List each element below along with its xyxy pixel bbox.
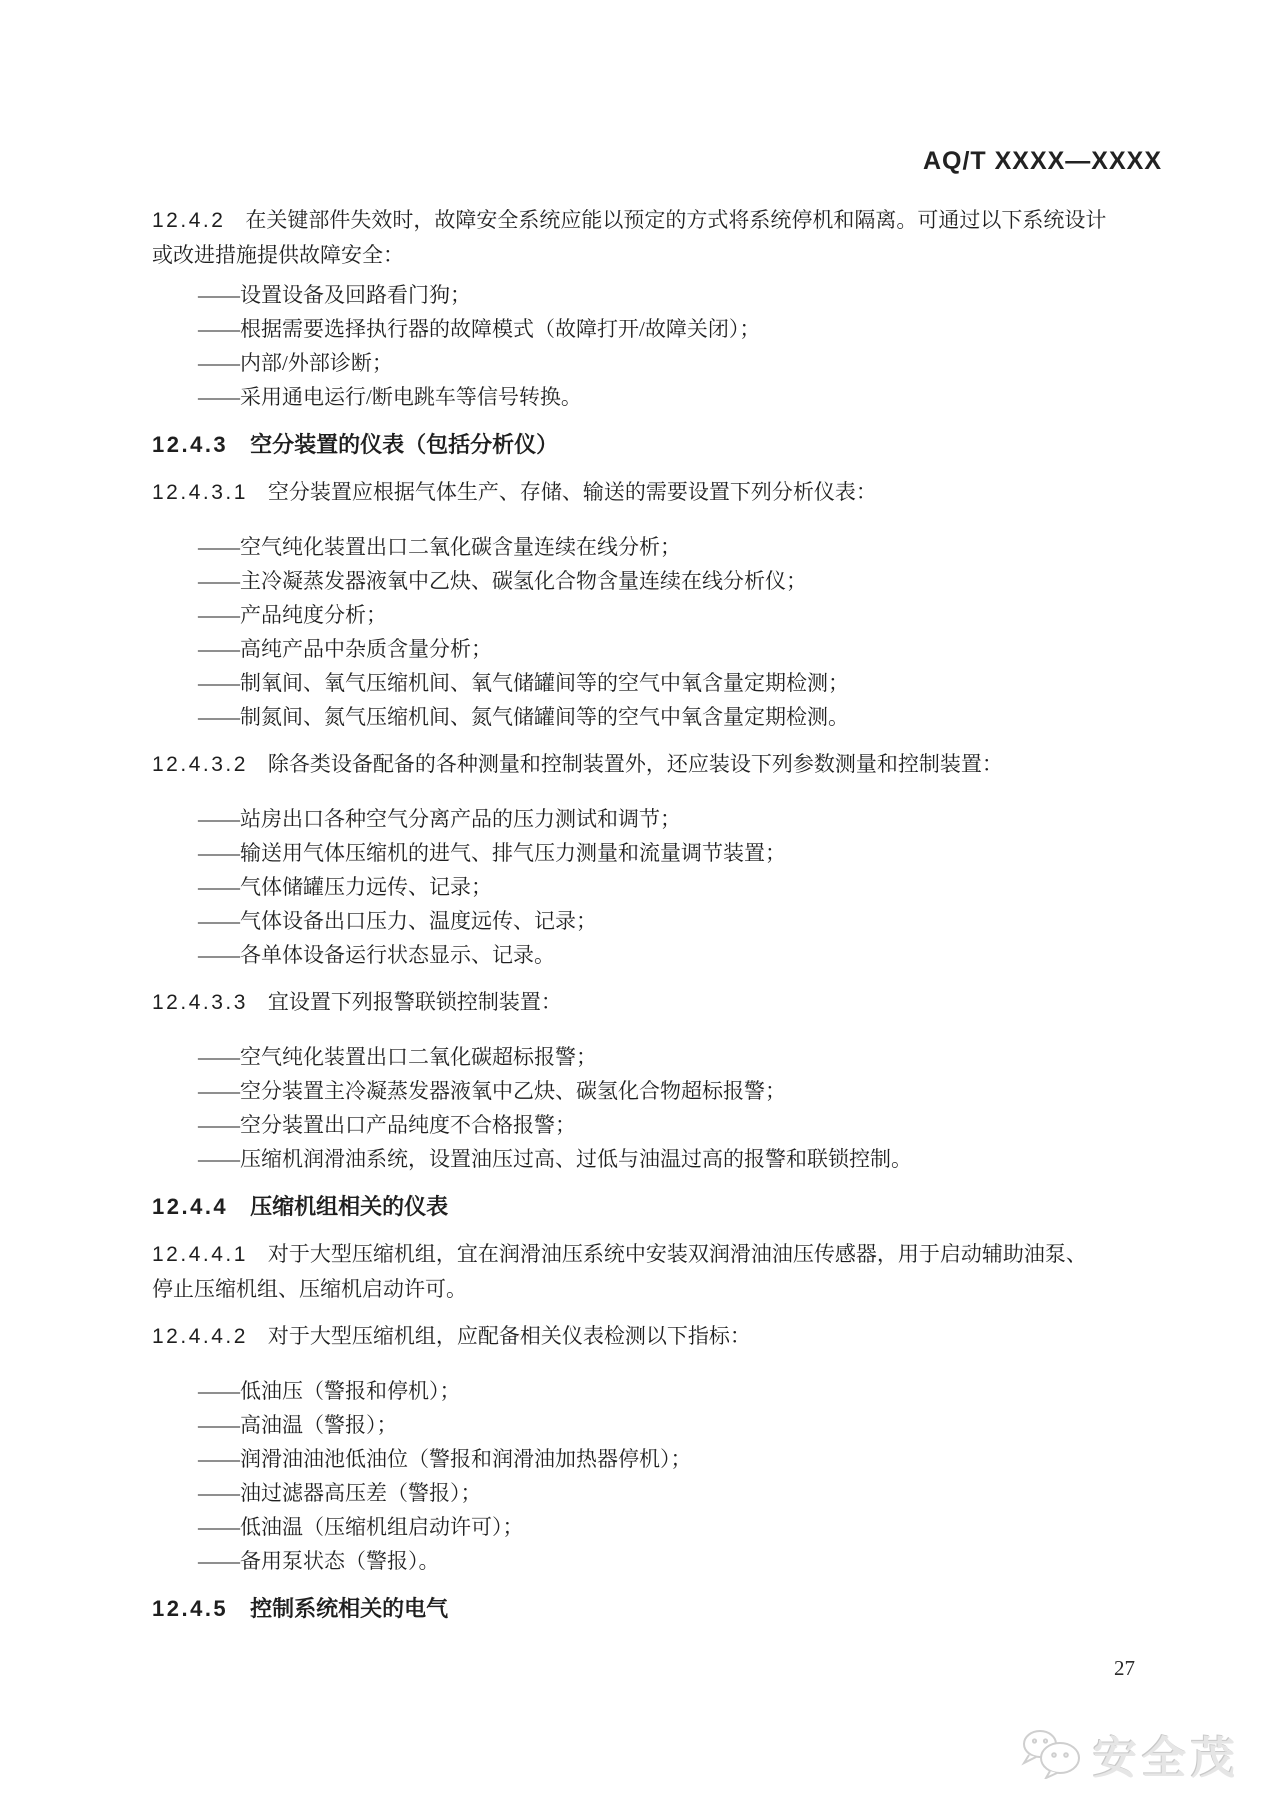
heading-text: 控制系统相关的电气 bbox=[250, 1596, 449, 1621]
clause-heading-12-4-4 bbox=[152, 1190, 1162, 1224]
list-item: ——主冷凝蒸发器液氧中乙炔、碳氢化合物含量连续在线分析仪； bbox=[198, 569, 807, 593]
list-item: ——空分装置出口产品纯度不合格报警； bbox=[198, 1113, 576, 1137]
clause-12-4-3-2 bbox=[152, 747, 1162, 782]
clause-12-4-2 bbox=[152, 203, 1162, 272]
list-item: ——空分装置主冷凝蒸发器液氧中乙炔、碳氢化合物超标报警； bbox=[198, 1079, 786, 1103]
clause-heading-12-4-3 bbox=[152, 428, 1162, 462]
list-item: ——站房出口各种空气分离产品的压力测试和调节； bbox=[198, 807, 681, 831]
list-item: ——输送用气体压缩机的进气、排气压力测量和流量调节装置； bbox=[198, 841, 786, 865]
clause-12-4-3-3 bbox=[152, 985, 1162, 1020]
list-item: ——各单体设备运行状态显示、记录。 bbox=[198, 943, 555, 967]
page-header bbox=[152, 0, 1162, 176]
list-item: ——产品纯度分析； bbox=[198, 603, 387, 627]
list-item: ——内部/外部诊断； bbox=[198, 351, 393, 375]
heading-text: 空分装置的仪表（包括分析仪） bbox=[250, 432, 559, 457]
list-item: ——设置设备及回路看门狗； bbox=[198, 283, 471, 307]
clause-text: 对于大型压缩机组，宜在润滑油压系统中安装双润滑油油压传感器，用于启动辅助油泵、 bbox=[267, 1242, 1087, 1266]
dash-list bbox=[152, 1040, 1162, 1176]
list-item: ——低油压（警报和停机）； bbox=[198, 1379, 461, 1403]
clause-number: 12.4.4.2 bbox=[152, 1325, 248, 1348]
list-item: ——高油温（警报）； bbox=[198, 1413, 398, 1437]
dash-list bbox=[152, 530, 1162, 734]
clause-number: 12.4.4 bbox=[152, 1194, 229, 1219]
clause-number: 12.4.3.3 bbox=[152, 991, 248, 1014]
heading-text: 压缩机组相关的仪表 bbox=[250, 1194, 449, 1219]
list-item: ——气体设备出口压力、温度远传、记录； bbox=[198, 909, 597, 933]
dash-list bbox=[152, 278, 1162, 414]
list-item: ——空气纯化装置出口二氧化碳含量连续在线分析； bbox=[198, 535, 681, 559]
list-item: ——高纯产品中杂质含量分析； bbox=[198, 637, 492, 661]
list-item: ——低油温（压缩机组启动许可）； bbox=[198, 1515, 524, 1539]
clause-text: 除各类设备配备的各种测量和控制装置外，还应装设下列参数测量和控制装置： bbox=[267, 752, 1003, 776]
clause-text: 空分装置应根据气体生产、存储、输送的需要设置下列分析仪表： bbox=[267, 480, 877, 504]
clause-12-4-3-1 bbox=[152, 475, 1162, 510]
clause-text-continued: 或改进措施提供故障安全： bbox=[152, 243, 404, 267]
clause-text: 宜设置下列报警联锁控制装置： bbox=[267, 990, 562, 1014]
list-item: ——气体储罐压力远传、记录； bbox=[198, 875, 492, 899]
list-item: ——采用通电运行/断电跳车等信号转换。 bbox=[198, 385, 582, 409]
document-content bbox=[152, 0, 1162, 1626]
clause-number: 12.4.3.1 bbox=[152, 481, 248, 504]
list-item: ——润滑油油池低油位（警报和润滑油加热器停机）； bbox=[198, 1447, 692, 1471]
watermark-text: 安全茂 bbox=[1093, 1734, 1240, 1783]
clause-number: 12.4.4.1 bbox=[152, 1243, 248, 1266]
list-item: ——制氮间、氮气压缩机间、氮气储罐间等的空气中氧含量定期检测。 bbox=[198, 705, 849, 729]
wechat-chat-bubbles-icon bbox=[1019, 1729, 1085, 1779]
clause-text-continued: 停止压缩机组、压缩机启动许可。 bbox=[152, 1277, 467, 1301]
list-item: ——根据需要选择执行器的故障模式（故障打开/故障关闭）； bbox=[198, 317, 761, 341]
clause-heading-12-4-5 bbox=[152, 1592, 1162, 1626]
clause-number: 12.4.5 bbox=[152, 1596, 229, 1621]
list-item: ——制氧间、氧气压缩机间、氧气储罐间等的空气中氧含量定期检测； bbox=[198, 671, 849, 695]
clause-12-4-4-2 bbox=[152, 1319, 1162, 1354]
clause-number: 12.4.3 bbox=[152, 432, 229, 457]
dash-list bbox=[152, 1374, 1162, 1578]
list-item: ——空气纯化装置出口二氧化碳超标报警； bbox=[198, 1045, 597, 1069]
dash-list bbox=[152, 802, 1162, 972]
clause-text: 在关键部件失效时，故障安全系统应能以预定的方式将系统停机和隔离。可通过以下系统设计 bbox=[245, 208, 1107, 232]
clause-number: 12.4.2 bbox=[152, 209, 226, 232]
list-item: ——压缩机润滑油系统，设置油压过高、过低与油温过高的报警和联锁控制。 bbox=[198, 1147, 912, 1171]
page-number: 27 bbox=[1114, 1656, 1135, 1680]
clause-12-4-4-1 bbox=[152, 1237, 1162, 1306]
list-item: ——备用泵状态（警报）。 bbox=[198, 1549, 440, 1573]
list-item: ——油过滤器高压差（警报）； bbox=[198, 1481, 482, 1505]
clause-text: 对于大型压缩机组，应配备相关仪表检测以下指标： bbox=[267, 1324, 751, 1348]
standard-code: AQ/T XXXX—XXXX bbox=[922, 147, 1162, 175]
watermark bbox=[1019, 1722, 1240, 1786]
clause-number: 12.4.3.2 bbox=[152, 753, 248, 776]
